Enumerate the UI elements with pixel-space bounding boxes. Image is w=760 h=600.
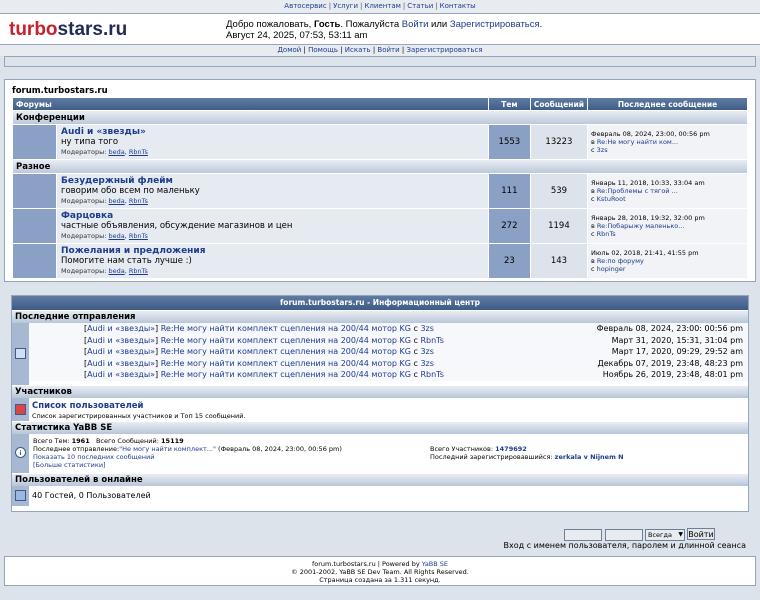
board-posts: 143 (530, 244, 587, 279)
col-last: Последнее сообщение (588, 98, 748, 111)
moderator-link[interactable]: beda (108, 267, 125, 275)
recent-post-row: [Audi и «звезды»] Re:Не могу найти комплект сцепления на 200/44 мотор KG с 3zs Март 17, 2020, 09:29, 29:52 am (29, 346, 748, 358)
last-user-link[interactable]: 3zs (596, 146, 608, 154)
board-desc: Помогите нам стать лучше :) (61, 256, 192, 266)
menu-home[interactable]: Домой (277, 46, 302, 54)
recent-user-link[interactable]: RbnTs (420, 335, 444, 345)
board-icon (13, 125, 57, 160)
board-row: Audi и «звезды» ну типа того Модераторы: beda, RbnTs 1553 13223 Февраль 08, 2024, 23:00, 00:56 pm в Re:Не могу найти ком... с 3zs (13, 125, 748, 160)
recent-user-link[interactable]: 3zs (420, 358, 434, 368)
board-posts: 539 (530, 174, 587, 209)
forum-menu: Домой | Помощь | Искать | Войти | Зарегистрироваться (0, 45, 760, 56)
yabb-link[interactable]: YaBB SE (421, 560, 449, 568)
login-button[interactable]: Войти (688, 530, 714, 539)
total-users[interactable]: 1479692 (495, 445, 527, 453)
recent-post-row: [Audi и «звезды»] Re:Не могу найти комплект сцепления на 200/44 мотор KG с RbnTs Март 31, 2020, 15:31, 31:04 pm (29, 335, 748, 347)
nav-clients[interactable]: Клиентам (364, 2, 401, 10)
board-posts: 1194 (530, 209, 587, 244)
moderator-link[interactable]: RbnTs (128, 197, 148, 205)
moderator-link[interactable]: RbnTs (128, 267, 148, 275)
info-center (11, 295, 749, 512)
total-topics: 1961 (71, 437, 90, 445)
site-logo[interactable]: turbostars.ru (9, 19, 128, 40)
board-last-post: Февраль 08, 2024, 23:00, 00:56 pm в Re:Не могу найти ком... с 3zs (588, 125, 748, 160)
recent-post-row: [Audi и «звезды»] Re:Не могу найти комплект сцепления на 200/44 мотор KG с 3zs Декабрь 07, 2019, 23:48, 48:23 pm (29, 358, 748, 370)
category-row (13, 111, 748, 125)
current-datetime: Август 24, 2025, 07:53, 53:11 am (226, 30, 368, 41)
menu-help[interactable]: Помощь (308, 46, 338, 54)
moderator-link[interactable]: beda (108, 197, 125, 205)
board-desc: ну типа того (61, 137, 119, 147)
recent-board-link[interactable]: Audi и «звезды» (87, 324, 156, 333)
session-length-select[interactable]: Всегда ▼ (645, 529, 685, 541)
stats-heading: Статистика YaBB SE (12, 421, 748, 434)
page-time: Страница создана за 1.311 секунд. (319, 576, 441, 584)
recent-posts-heading: Последние отправления (12, 310, 748, 323)
last-topic-link[interactable]: Re:Не могу найти ком... (596, 138, 679, 146)
recent-board-link[interactable]: Audi и «звезды» (87, 358, 156, 368)
recent-post-date: Март 31, 2020, 15:31, 31:04 pm (611, 335, 743, 345)
moderator-link[interactable]: beda (108, 148, 125, 156)
members-list-link[interactable]: Список пользователей (32, 401, 144, 411)
category-row (13, 160, 748, 174)
welcome-text: Добро пожаловать, Гость. Пожалуйста Войти или Зарегистрироваться. Август 24, 2025, 07:53, 53:11 am (226, 19, 543, 41)
members-icon (15, 404, 26, 415)
board-title[interactable]: Audi и «звезды» (61, 127, 146, 137)
col-forums: Форумы (13, 98, 489, 111)
board-desc: частные объявления, обсуждение магазинов и цен (61, 221, 293, 231)
nav-services[interactable]: Услуги (333, 2, 359, 10)
board-topics: 272 (488, 209, 530, 244)
recent-user-link[interactable]: 3zs (420, 347, 434, 356)
info-center-title: forum.turbostars.ru - Информационный центр (12, 296, 748, 310)
recent-post-date: Февраль 08, 2024, 23:00: 00:56 pm (596, 324, 743, 333)
username-input[interactable] (564, 529, 602, 541)
recent-topic-link[interactable]: Re:Не могу найти комплект сцепления на 200/44 мотор KG (160, 324, 411, 333)
board-posts: 13223 (530, 125, 587, 160)
online-users-icon (15, 490, 26, 501)
nav-autoservice[interactable]: Автосервис (284, 2, 327, 10)
online-icon-cell (12, 486, 29, 506)
last-topic-link[interactable]: Re:Проблемы с тягой ... (596, 187, 678, 195)
category-name[interactable]: Разное (13, 160, 748, 174)
recent-topic-link[interactable]: Re:Не могу найти комплект сцепления на 200/44 мотор KG (160, 370, 411, 379)
login-note: Вход с именем пользователя, паролем и длинной сеанса (503, 541, 746, 550)
stats-right: Всего Участников: 1479692 Последний зарегистрировавшийся: zerkala v Nijnem N (430, 445, 624, 461)
show-recent-link[interactable]: Показать 10 последних сообщений (33, 453, 155, 461)
board-title[interactable]: Безудержный флейм (61, 176, 173, 186)
board-last-post: Июль 02, 2018, 21:41, 41:55 pm в Re:по форуму с hopinger (588, 244, 748, 279)
recent-post-date: Декабрь 07, 2019, 23:48, 48:23 pm (597, 358, 743, 368)
recent-board-link[interactable]: Audi и «звезды» (87, 370, 156, 379)
online-heading: Пользователей в онлайне (12, 473, 748, 486)
recent-post-row: [Audi и «звезды»] Re:Не могу найти комплект сцепления на 200/44 мотор KG с RbnTs Ноябрь 26, 2019, 23:48, 48:01 pm (29, 369, 748, 381)
moderator-link[interactable]: RbnTs (128, 148, 148, 156)
board-topics: 1553 (488, 125, 530, 160)
info-icon: i (15, 447, 26, 458)
boards-panel (4, 79, 756, 282)
chevron-down-icon: ▼ (678, 531, 683, 538)
board-icon (13, 174, 57, 209)
board-row: Пожелания и предложения Помогите нам стать лучше :) Модераторы: beda, RbnTs 23 143 Июль 02, 2018, 21:41, 41:55 pm в Re:по форуму с hopinger (13, 244, 748, 279)
category-name[interactable]: Конференции (13, 111, 748, 125)
recent-post-date: Ноябрь 26, 2019, 23:48, 48:01 pm (602, 370, 743, 379)
recent-post-row: [Audi и «звезды»] Re:Не могу найти комплект сцепления на 200/44 мотор KG с 3zs Февраль 08, 2024, 23:00: 00:56 pm (29, 323, 748, 335)
boards-header-row (13, 98, 748, 111)
recent-posts-icon (15, 348, 26, 359)
register-link[interactable]: Зарегистрироваться (449, 19, 540, 30)
recent-user-link[interactable]: 3zs (420, 324, 434, 333)
last-topic-link[interactable]: Re:Побарыжу маленько... (596, 222, 685, 230)
recent-icon-cell (12, 323, 29, 385)
board-last-post: Январь 11, 2018, 10:33, 33:04 am в Re:Проблемы с тягой ... с KstuRoot (588, 174, 748, 209)
members-icon-cell (12, 398, 29, 421)
board-topics: 111 (488, 174, 530, 209)
nav-articles[interactable]: Статьи (407, 2, 434, 10)
stats-icon-cell (12, 434, 29, 473)
more-stats-link[interactable]: [Больше статистики] (33, 461, 106, 469)
login-link[interactable]: Войти (401, 19, 429, 30)
moderator-link[interactable]: beda (108, 232, 125, 240)
recent-topic-link[interactable]: Re:Не могу найти комплект сцепления на 200/44 мотор KG (160, 358, 411, 368)
recent-board-link[interactable]: Audi и «звезды» (87, 335, 156, 345)
board-topics: 23 (488, 244, 530, 279)
recent-topic-link[interactable]: Re:Не могу найти комплект сцепления на 200/44 мотор KG (160, 335, 411, 345)
header (0, 13, 760, 45)
board-icon (13, 244, 57, 279)
total-posts: 15119 (161, 437, 184, 445)
newest-member-link[interactable]: zerkala v Nijnem N (554, 453, 624, 461)
boards-table (12, 97, 748, 279)
board-row: Безудержный флейм говорим обо всем по маленьку Модераторы: beda, RbnTs 111 539 Январь 11, 2018, 10:33, 33:04 am в Re:Проблемы с тягой ... с KstuRoot (13, 174, 748, 209)
recent-post-date: Март 17, 2020, 09:29, 29:52 am (611, 347, 743, 356)
last-post-link[interactable]: "Не могу найти комплект..." (119, 445, 216, 453)
last-user-link[interactable]: KstuRoot (596, 195, 626, 203)
menu-login[interactable]: Войти (377, 46, 400, 54)
last-topic-link[interactable]: Re:по форуму (596, 257, 644, 265)
recent-board-link[interactable]: Audi и «звезды» (87, 347, 156, 356)
stats-left: Всего Тем: 1961 Всего Сообщений: 15119 Последнее отправление:"Не могу найти комплект..." (Февраль 08, 2024, 23:00, 00:56 pm) Показать 10 последних сообщений [Больше статистики] (33, 437, 342, 469)
board-last-post: Январь 28, 2018, 19:32, 32:00 pm в Re:Побарыжу маленько... с RbnTs (588, 209, 748, 244)
forum-title: forum.turbostars.ru (12, 86, 108, 96)
nav-contacts[interactable]: Контакты (439, 2, 476, 10)
members-desc: Список зарегистрированных участников и Топ 15 сообщений. (32, 412, 246, 420)
board-title[interactable]: Пожелания и предложения (61, 246, 206, 256)
divider-bar (4, 56, 756, 67)
board-desc: говорим обо всем по маленьку (61, 186, 200, 196)
col-topics: Тем (488, 98, 530, 111)
recent-user-link[interactable]: RbnTs (420, 370, 444, 379)
menu-search[interactable]: Искать (344, 46, 371, 54)
recent-posts-list (29, 323, 748, 381)
online-count: 40 Гостей, 0 Пользователей (32, 491, 151, 500)
members-heading: Участников (12, 385, 748, 398)
recent-topic-link[interactable]: Re:Не могу найти комплект сцепления на 200/44 мотор KG (160, 347, 411, 356)
board-title[interactable]: Фарцовка (61, 211, 114, 221)
last-user-link[interactable]: RbnTs (596, 230, 616, 238)
board-row: Фарцовка частные объявления, обсуждение магазинов и цен Модераторы: beda, RbnTs 272 1194 Январь 28, 2018, 19:32, 32:00 pm в Re:Побарыжу маленько... с RbnTs (13, 209, 748, 244)
menu-register[interactable]: Зарегистрироваться (406, 46, 483, 54)
moderator-link[interactable]: RbnTs (128, 232, 148, 240)
password-input[interactable] (605, 529, 643, 541)
last-user-link[interactable]: hopinger (596, 265, 626, 273)
footer: forum.turbostars.ru | Powered by YaBB SE © 2001-2002, YaBB SE Dev Team. All Rights Reserved. Страница создана за 1.311 секунд. (4, 556, 756, 586)
col-posts: Сообщений (530, 98, 587, 111)
board-icon (13, 209, 57, 244)
copyright: © 2001-2002, YaBB SE Dev Team. All Rights Reserved. (291, 568, 469, 576)
top-nav: Автосервис | Услуги | Клиентам | Статьи | Контакты (0, 0, 760, 13)
